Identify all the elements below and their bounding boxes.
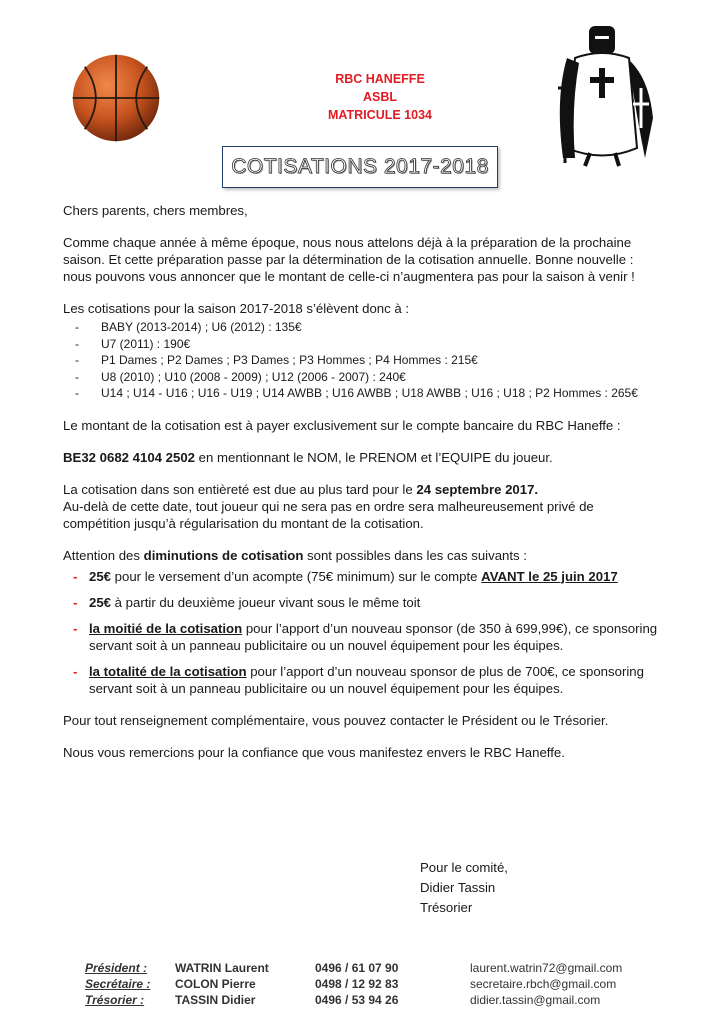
due-line: La cotisation dans son entièreté est due au plus tard pour le 24 septembre 2017. — [63, 481, 539, 497]
fees-intro: Les cotisations pour la saison 2017-2018 s’élèvent donc à : — [63, 301, 410, 316]
page-title: COTISATIONS 2017-2018 — [231, 155, 489, 178]
due-rest: Au-delà de cette date, tout joueur qui ne sera pas en ordre sera malheureusement privé de compétition jusqu’à régularisation du montant de la cotisation. — [63, 498, 594, 531]
signature-name: Didier Tassin — [420, 880, 496, 895]
list-item: - P1 Dames ; P2 Dames ; P3 Dames ; P3 Hommes ; P4 Hommes : 215€ — [63, 352, 663, 369]
footer-name: WATRIN Laurent — [175, 961, 269, 975]
footer-email[interactable]: laurent.watrin72@gmail.com — [470, 961, 623, 975]
footer-role: Secrétaire : — [85, 977, 151, 991]
signature-role: Trésorier — [420, 900, 473, 915]
list-item: - 25€ à partir du deuxième joueur vivant sous le même toit — [63, 594, 663, 611]
reductions-list — [63, 568, 663, 697]
list-item: - 25€ pour le versement d’un acompte (75€ minimum) sur le compte AVANT le 25 juin 2017 — [63, 568, 663, 585]
footer-row — [85, 976, 645, 992]
club-header — [280, 70, 480, 124]
iban: BE32 0682 4104 2502 — [63, 449, 195, 465]
contact-line: Pour tout renseignement complémentaire, vous pouvez contacter le Président ou le Trésorier. — [63, 712, 609, 728]
list-item: - la totalité de la cotisation pour l’apport d’un nouveau sponsor de plus de 700€, ce sponsoring servant soit à un panneau publicitaire ou un nouvel équipement pour les équipes. — [63, 663, 663, 697]
footer-phone: 0496 / 61 07 90 — [315, 961, 399, 975]
fees-list — [63, 319, 663, 402]
reductions-intro: Attention des diminutions de cotisation sont possibles dans les cas suivants : — [63, 547, 527, 563]
list-item: - U7 (2011) : 190€ — [63, 336, 663, 353]
list-item: - U8 (2010) ; U10 (2008 - 2009) ; U12 (2006 - 2007) : 240€ — [63, 369, 663, 386]
signature-block — [420, 858, 508, 918]
club-name: RBC HANEFFE — [335, 72, 425, 86]
payment-line: Le montant de la cotisation est à payer exclusivement sur le compte bancaire du RBC Haneffe : — [63, 417, 621, 433]
footer-name: TASSIN Didier — [175, 993, 256, 1007]
greeting: Chers parents, chers membres, — [63, 203, 248, 218]
footer-email[interactable]: didier.tassin@gmail.com — [470, 993, 601, 1007]
footer-name: COLON Pierre — [175, 977, 256, 991]
page-title-box — [222, 146, 498, 188]
list-item: - la moitié de la cotisation pour l’apport d’un nouveau sponsor (de 350 à 699,99€), ce sponsoring servant soit à un panneau publicitaire ou un nouvel équipement pour les équipes. — [63, 620, 663, 654]
club-type: ASBL — [362, 90, 398, 104]
footer-role: Président : — [85, 961, 148, 975]
footer-row — [85, 960, 645, 976]
iban-line: BE32 0682 4104 2502 en mentionnant le NOM, le PRENOM et l’EQUIPE du joueur. — [63, 449, 553, 465]
knight-templar-icon — [545, 18, 660, 168]
footer-email[interactable]: secretaire.rbch@gmail.com — [470, 977, 617, 991]
club-matricule: MATRICULE 1034 — [328, 108, 432, 122]
footer-role: Trésorier : — [85, 993, 145, 1007]
footer-contacts — [85, 960, 645, 1008]
intro-paragraph: Comme chaque année à même époque, nous nous attelons déjà à la préparation de la prochaine saison. Et cette préparation passe par la détermination de la cotisation annuelle. Bonne nouvelle : nous pouvons vous annoncer que le montant de celle-ci n’augmentera pas pour la saison à venir ! — [63, 235, 635, 284]
thanks-line: Nous vous remercions pour la confiance que vous manifestez envers le RBC Haneffe. — [63, 744, 565, 760]
signature-line: Pour le comité, — [420, 860, 508, 875]
letter-body — [63, 202, 663, 761]
list-item: - BABY (2013-2014) ; U6 (2012) : 135€ — [63, 319, 663, 336]
footer-phone: 0498 / 12 92 83 — [315, 977, 399, 991]
footer-row — [85, 992, 645, 1008]
basketball-icon — [70, 52, 162, 144]
footer-phone: 0496 / 53 94 26 — [315, 993, 399, 1007]
list-item: - U14 ; U14 - U16 ; U16 - U19 ; U14 AWBB ; U16 AWBB ; U18 AWBB ; U16 ; U18 ; P2 Hommes : 265€ — [63, 385, 663, 402]
due-date: 24 septembre 2017. — [416, 481, 539, 497]
